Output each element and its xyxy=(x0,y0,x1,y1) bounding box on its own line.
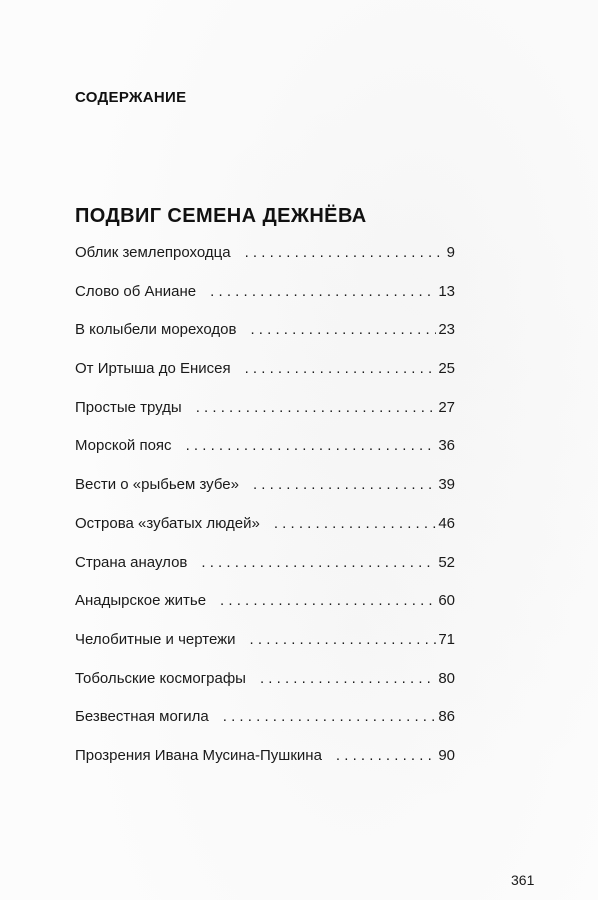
toc-entry-page: 80 xyxy=(438,669,455,687)
dot-leader xyxy=(260,669,436,689)
toc-entry-page: 60 xyxy=(438,592,455,610)
toc-entry-title: Челобитные и чертежи xyxy=(75,630,236,648)
dot-leader xyxy=(336,746,436,766)
toc-entry-page: 90 xyxy=(438,746,455,764)
toc-entry-title: Безвестная могила xyxy=(75,708,209,726)
toc-entry-page: 71 xyxy=(438,630,455,648)
dot-leader xyxy=(223,707,437,727)
toc-entry-page: 46 xyxy=(438,514,455,532)
toc-entry-title: Простые труды xyxy=(75,398,182,416)
toc-entry-page: 86 xyxy=(438,708,455,726)
toc-entry-title: Вести о «рыбьем зубе» xyxy=(75,476,239,494)
toc-entry[interactable] xyxy=(75,243,455,282)
dot-leader xyxy=(220,591,436,611)
table-of-contents-heading: СОДЕРЖАНИЕ xyxy=(75,89,187,106)
toc-entry[interactable] xyxy=(75,514,455,553)
toc-entry-title: Облик землепроходца xyxy=(75,244,231,261)
dot-leader xyxy=(274,514,436,534)
toc-entry-title: Морской пояс xyxy=(75,437,172,455)
toc-entry-title: Острова «зубатых людей» xyxy=(75,514,260,532)
toc-entry[interactable] xyxy=(75,359,455,398)
dot-leader xyxy=(245,359,437,379)
toc-entry-title: От Иртыша до Енисея xyxy=(75,360,231,378)
toc-entry-page: 52 xyxy=(438,553,455,571)
toc-entry-title: Анадырское житье xyxy=(75,592,207,610)
dot-leader xyxy=(245,243,445,263)
dot-leader xyxy=(201,553,436,573)
dot-leader xyxy=(250,320,436,340)
dot-leader xyxy=(253,475,436,495)
toc-list xyxy=(75,243,455,785)
toc-entry-title: Страна анаулов xyxy=(75,553,188,571)
toc-entry[interactable] xyxy=(75,320,455,359)
toc-entry-page: 9 xyxy=(446,244,455,261)
dot-leader xyxy=(186,436,437,456)
dot-leader xyxy=(250,630,437,650)
toc-entry-title: Тобольские космографы xyxy=(75,669,246,687)
toc-entry[interactable] xyxy=(75,669,455,708)
toc-entry[interactable] xyxy=(75,282,455,321)
toc-entry[interactable] xyxy=(75,707,455,746)
dot-leader xyxy=(196,398,437,418)
toc-entry[interactable] xyxy=(75,475,455,514)
toc-entry[interactable] xyxy=(75,591,455,630)
toc-entry-page: 13 xyxy=(438,282,455,300)
toc-entry-title: Слово об Аниане xyxy=(75,282,197,300)
section-title: ПОДВИГ СЕМЕНА ДЕЖНЁВА xyxy=(75,205,367,227)
toc-entry[interactable] xyxy=(75,436,455,475)
toc-entry-page: 25 xyxy=(438,360,455,378)
toc-entry-page: 39 xyxy=(438,476,455,494)
toc-entry-title: Прозрения Ивана Мусина-Пушкина xyxy=(75,746,322,764)
toc-entry[interactable] xyxy=(75,746,455,785)
toc-entry-page: 27 xyxy=(438,398,455,416)
dot-leader xyxy=(210,282,436,302)
toc-entry[interactable] xyxy=(75,630,455,669)
toc-entry[interactable] xyxy=(75,398,455,437)
toc-entry[interactable] xyxy=(75,553,455,592)
toc-entry-page: 23 xyxy=(438,321,455,339)
toc-entry-page: 36 xyxy=(438,437,455,455)
toc-entry-title: В колыбели мореходов xyxy=(75,321,237,339)
page-number: 361 xyxy=(511,872,535,888)
